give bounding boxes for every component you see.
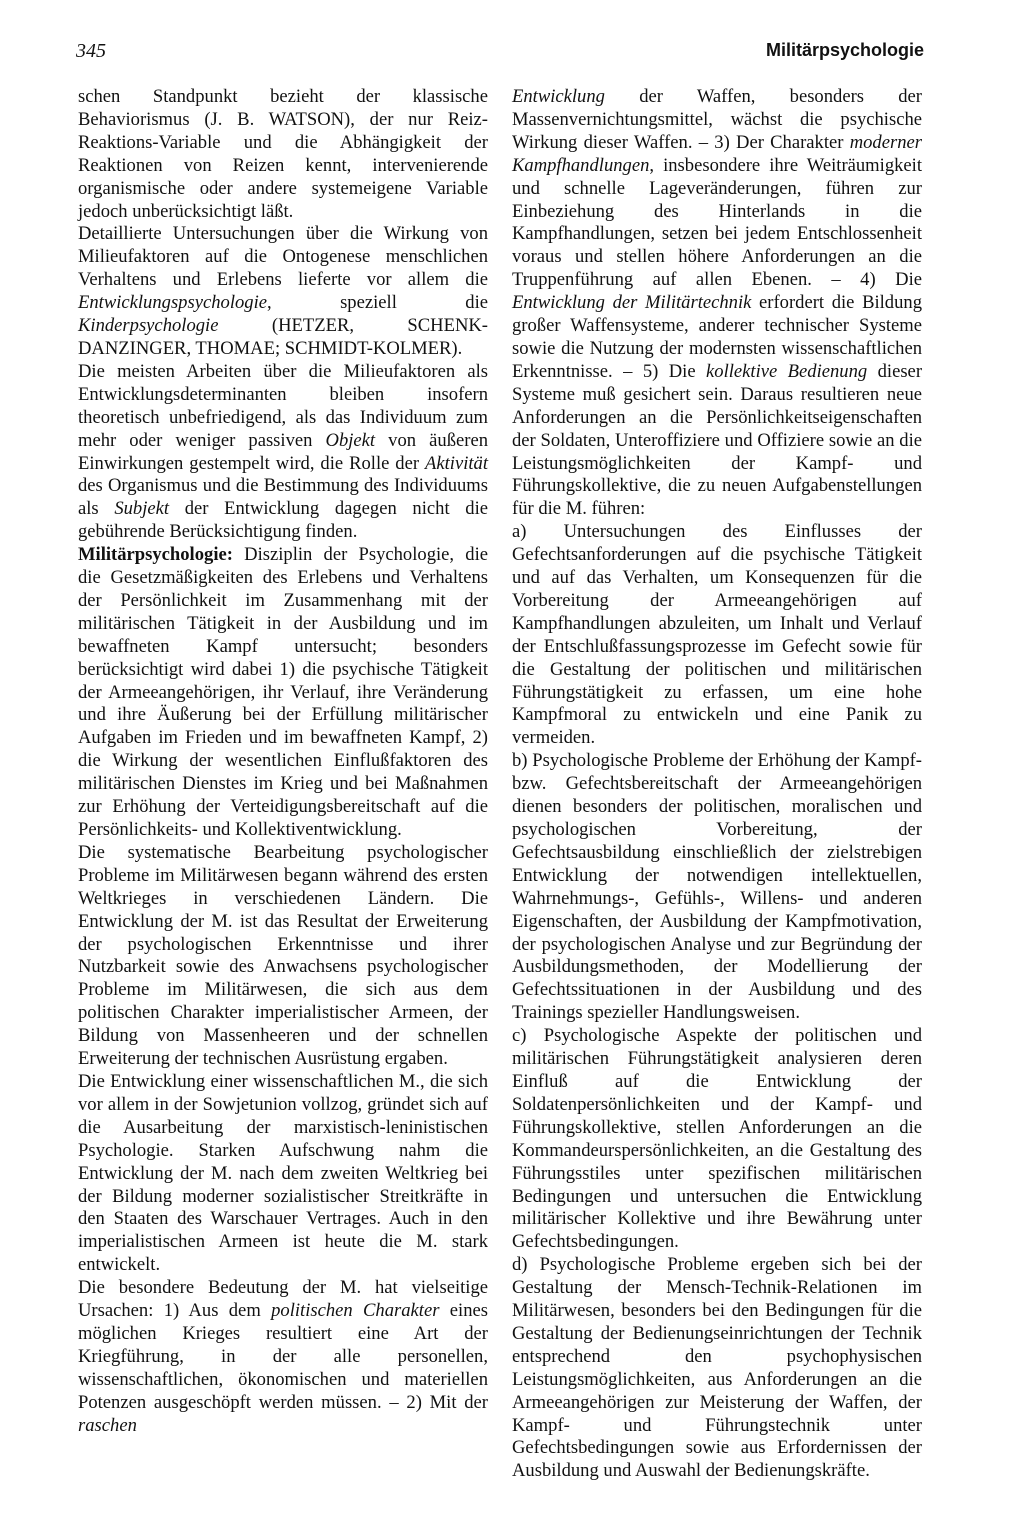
paragraph-item-b: b) Psychologische Probleme der Erhöhung der Kampf- bzw. Gefechtsbereitschaft der Armeeangehörigen dienen besonders der politischen, moralischen und psychologischen Vorbereitung, der Gefechtsausbildung einschließlich der zielstrebigen Entwicklung der notwendigen intellektuellen, Wahrnehmungs-, Gefühls-, Willens- und anderen Eigenschaften, der Ausbildung der Kampfmotivation, der psychologischen Analyse und zur Begründung der Ausbildungsmethoden, der Modellierung der Gefechtssituationen in der Ausbildung und des Trainings spezieller Handlungsweisen.: [512, 750, 922, 1024]
paragraph-item-c: c) Psychologische Aspekte der politischen und militärischen Führungstätigkeit analysieren deren Einfluß auf die Entwicklung der Soldatenpersönlichkeiten und der Kampf- und Führungskollektive, stellen Anforderungen an die Kommandeurspersönlichkeiten, an die Gestaltung des Führungsstiles unter spezifischen militärischen Bedingungen und untersuchen die Entwicklung militärischer Kollektive und ihre Bewährung unter Gefechtsbedingungen.: [512, 1025, 922, 1253]
paragraph-systematische-bearbeitung: Die systematische Bearbeitung psychologischer Probleme im Militärwesen begann während des ersten Weltkrieges in verschiedenen Ländern. Die Entwicklung der M. ist das Resultat der Erweiterung der psychologischen Erkenntnisse und ihrer Nutzbarkeit sowie des Anwachsens psychologischer Probleme im Militärwesen, die sich aus dem politischen Charakter imperialistischer Armeen, der Bildung von Massenheeren und der schnellen Erweiterung der technischen Ausrüstung ergaben.: [78, 841, 488, 1070]
paragraph-item-d: d) Psychologische Probleme ergeben sich bei der Gestaltung der Mensch-Technik-Relationen im Militärwesen, besonders bei den Bedingungen für die Gestaltung der Bedienungseinrichtungen der Technik entsprechend den psychophysischen Leistungsmöglichkeiten, aus Anforderungen an die Armeeangehörigen zur Meisterung der Waffen, der Kampf- und Führungstechnik unter Gefechtsbedingungen sowie aus Erfordernissen der Ausbildung und Auswahl der Bedienungskräfte.: [512, 1254, 922, 1482]
entry-militaerpsychologie: Militärpsychologie: Disziplin der Psychologie, die die Gesetzmäßigkeiten des Erlebens und Verhaltens der Persönlichkeit im Zusammenhang mit der militärischen Tätigkeit in der Ausbildung und im bewaffneten Kampf untersucht; besonders berücksichtigt wird dabei 1) die psychische Tätigkeit der Armeeangehörigen, ihr Verlauf, ihre Veränderung und ihre Äußerung bei der Erfüllung militärischer Aufgaben im Frieden und im bewaffneten Kampf, 2) die Wirkung der wesentlichen Einflußfaktoren des militärischen Dienstes im Krieg und bei Maßnahmen zur Erhöhung der Verteidigungsbereitschaft auf die Persönlichkeits- und Kollektiventwicklung.: [78, 544, 488, 840]
page-number: 345: [76, 40, 106, 62]
paragraph-wissenschaftliche-m: Die Entwicklung einer wissenschaftlichen M., die sich vor allem in der Sowjetunion vollzog, gründet sich auf die Ausarbeitung der marxistisch-leninistischen Psychologie. Starken Aufschwung nahm die Entwicklung der M. nach dem zweiten Weltkrieg bei der Bildung moderner sozialistischer Streitkräfte in den Staaten des Warschauer Vertrages. Auch in den imperialistischen Armeen ist heute die M. stark entwickelt.: [78, 1070, 488, 1276]
paragraph-besondere-bedeutung: Die besondere Bedeutung der M. hat vielseitige Ursachen: 1) Aus dem politischen Charakter eines möglichen Krieges resultiert eine Art der Kriegführung, in der alle personellen, wissenschaftlichen, ökonomischen und materiellen Potenzen ausgeschöpft werden müssen. – 2) Mit der raschen: [78, 1277, 488, 1436]
right-column: [512, 86, 922, 1483]
paragraph-milieufaktoren-untersuchungen: Detaillierte Untersuchungen über die Wirkung von Milieufaktoren auf die Ontogenese menschlichen Verhaltens und Erlebens lieferte vor allem die Entwicklungspsychologie, speziell die Kinderpsychologie (HETZER, SCHENK-DANZINGER, THOMAE; SCHMIDT-KOLMER).: [78, 223, 488, 359]
entry-headword: Militärpsychologie:: [78, 544, 233, 566]
paragraph-ursachen-fortsetzung: Entwicklung der Waffen, besonders der Massenvernichtungsmittel, wächst die psychische Wirkung dieser Waffen. – 3) Der Charakter moderner Kampfhandlungen, insbesondere ihre Weiträumigkeit und schnelle Lageveränderungen, führen zur Einbeziehung des Hinterlands in die Kampfhandlungen, setzen bei jedem Entschlossenheit voraus und stellen höhere Anforderungen an die Truppenführung auf allen Ebenen. – 4) Die Entwicklung der Militärtechnik erfordert die Bildung großer Waffensysteme, anderer technischer Systeme sowie die Nutzung der modernsten wissenschaftlichen Erkenntnisse. – 5) Die kollektive Bedienung dieser Systeme muß gesichert sein. Daraus resultieren neue Anforderungen an die Persönlichkeitseigenschaften der Soldaten, Unteroffiziere und Offiziere sowie an die Leistungsmöglichkeiten der Kampf- und Führungskollektive, die zu neuen Aufgabenstellungen für die M. führen:: [512, 86, 923, 520]
left-column: [78, 86, 488, 1437]
page-header: [76, 40, 924, 70]
running-head: Militärpsychologie: [765, 40, 924, 60]
paragraph-entwicklungsdeterminanten: Die meisten Arbeiten über die Milieufaktoren als Entwicklungsdeterminanten bleiben insofern theoretisch unbefriedigend, als das Individuum zum mehr oder weniger passiven Objekt von äußeren Einwirkungen gestempelt wird, die Rolle der Aktivität des Organismus und die Bestimmung des Individuums als Subjekt der Entwicklung dagegen nicht die gebührende Berücksichtigung finden.: [78, 360, 489, 543]
paragraph-item-a: a) Untersuchungen des Einflusses der Gefechtsanforderungen auf die psychische Tätigkeit und auf das Verhalten, um Konsequenzen für die Vorbereitung der Armeeangehörigen auf Kampfhandlungen abzuleiten, um Inhalt und Verlauf der Entschlußfassungsprozesse im Gefecht sowie für die Gestaltung der politischen und militärischen Führungstätigkeit zu erfassen, um eine hohe Kampfmoral zu entwickeln und eine Panik zu vermeiden.: [512, 521, 922, 749]
paragraph-behaviorismus: schen Standpunkt bezieht der klassische Behaviorismus (J. B. WATSON), der nur Reiz-Reaktions-Variable und die Abhängigkeit der Reaktionen von Reizen kennt, intervenierende organismische oder andere systemeigene Variable jedoch unberücksichtigt läßt.: [78, 86, 488, 222]
